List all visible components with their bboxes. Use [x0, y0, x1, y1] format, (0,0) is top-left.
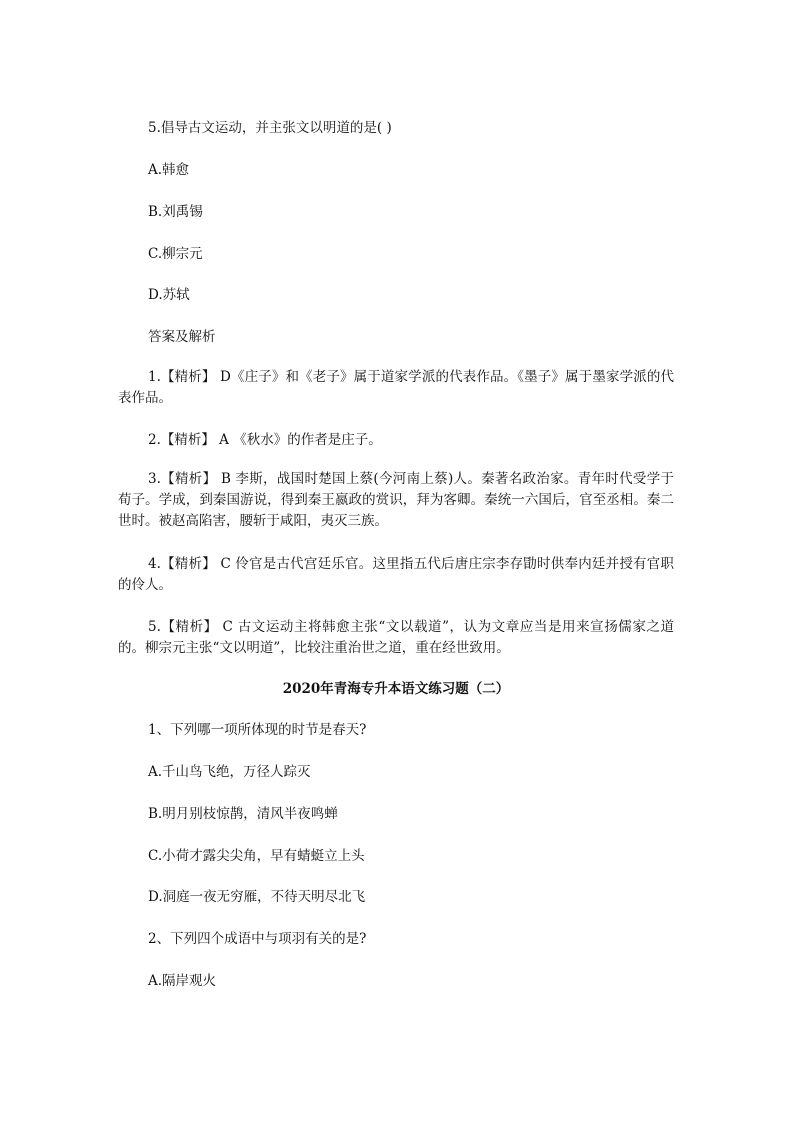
question-5-option-a: A.韩愈: [148, 162, 190, 178]
exercise-1-stem: 1、下列哪一项所体现的时节是春天?: [148, 722, 367, 738]
exercise-1-option-b: B.明月别枝惊鹊，清风半夜鸣蝉: [148, 806, 338, 822]
explanation-2: 2.【精析】 A 《秋水》的作者是庄子。: [148, 432, 382, 448]
exercise-1-option-a: A.千山鸟飞绝，万径人踪灭: [148, 764, 311, 780]
explanation-4: 4.【精析】 C 伶官是古代宫廷乐官。这里指五代后唐庄宗李存勖时供奉内廷并授有官职的伶人。: [118, 556, 674, 593]
explanation-3: 3.【精析】 B 李斯，战国时楚国上蔡(今河南上蔡)人。秦著名政治家。青年时代受学于荀子。学成，到秦国游说，得到秦王嬴政的赏识，拜为客卿。秦统一六国后，官至丞相。秦二世时。被赵高陷害，腰斩于咸阳，夷灭三族。: [118, 471, 674, 529]
exercise-1-option-d: D.洞庭一夜无穷雁，不待天明尽北飞: [148, 889, 366, 905]
question-5-option-b: B.刘禹锡: [148, 204, 203, 220]
question-5-option-d: D.苏轼: [148, 287, 190, 303]
answer-heading: 答案及解析: [148, 329, 216, 345]
exercise-2-stem: 2、下列四个成语中与项羽有关的是?: [148, 931, 367, 947]
explanation-1: 1.【精析】 D《庄子》和《老子》属于道家学派的代表作品。《墨子》属于墨家学派的代表作品。: [118, 369, 674, 406]
question-5-stem: 5.倡导古文运动，并主张文以明道的是( ): [148, 120, 392, 136]
question-5-option-c: C.柳宗元: [148, 246, 203, 262]
exercise-1-option-c: C.小荷才露尖尖角，早有蜻蜓立上头: [148, 848, 365, 864]
section-title: 2020年青海专升本语文练习题（二）: [282, 681, 510, 697]
explanation-5: 5.【精析】 C 古文运动主将韩愈主张“文以载道”，认为文章应当是用来宣扬儒家之道的。柳宗元主张“文以明道”，比较注重治世之道，重在经世致用。: [118, 619, 674, 656]
exercise-2-option-a: A.隔岸观火: [148, 973, 217, 989]
